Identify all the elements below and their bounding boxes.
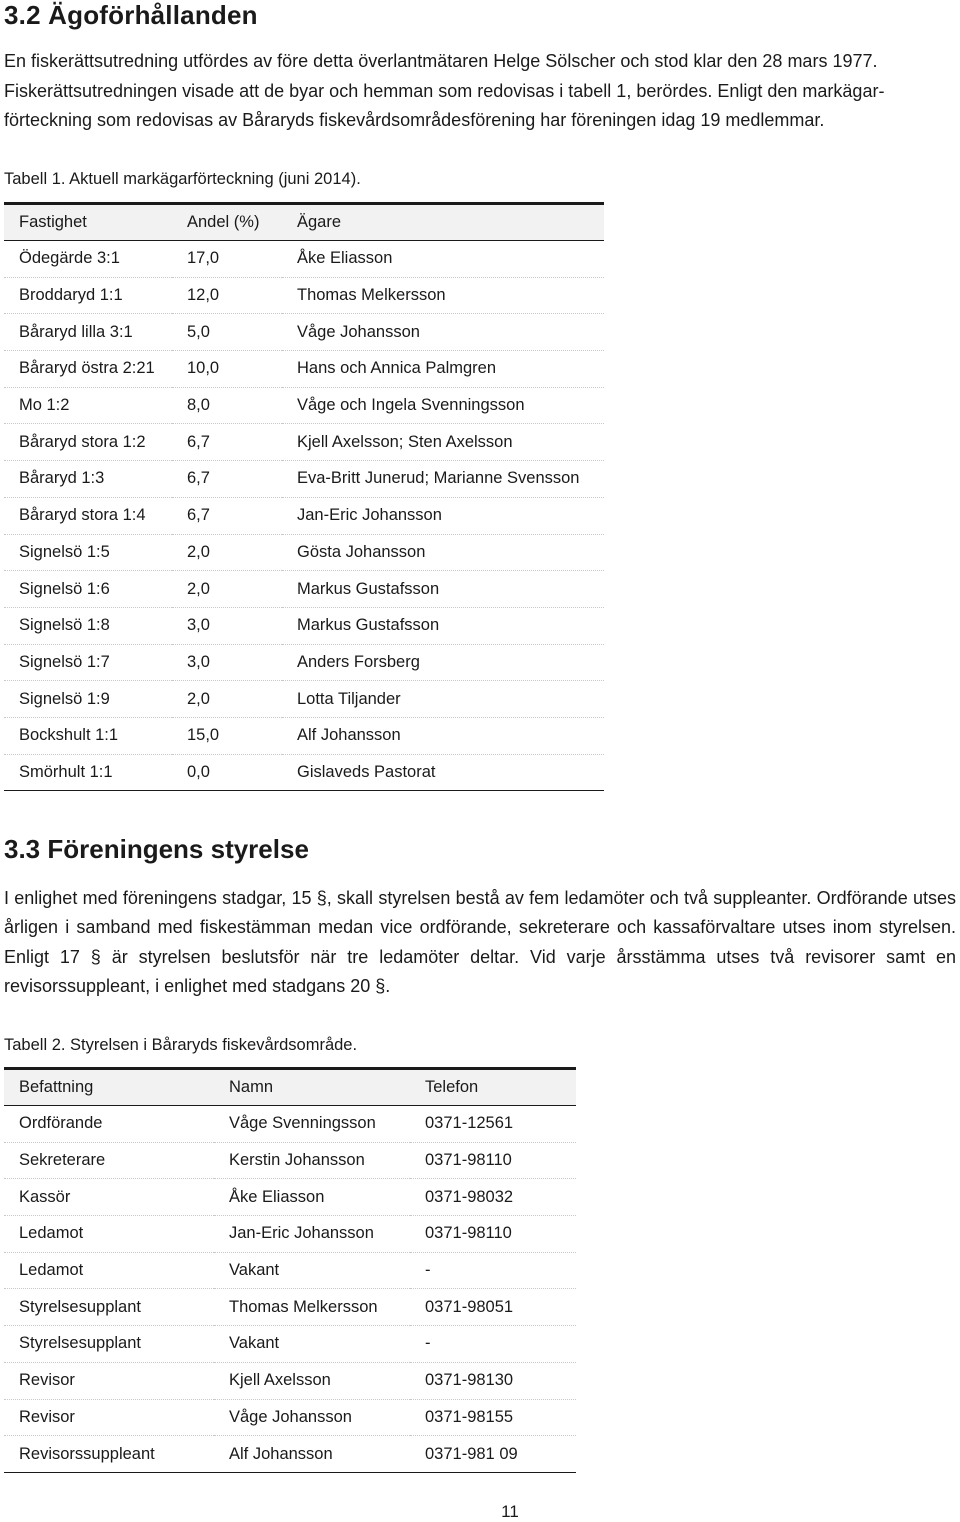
table1-body — [4, 241, 604, 791]
table-cell: Jan-Eric Johansson — [282, 497, 604, 534]
table-row — [4, 534, 604, 571]
table-row — [4, 1142, 576, 1179]
table-cell: Markus Gustafsson — [282, 571, 604, 608]
table-cell: Våge Johansson — [214, 1399, 410, 1436]
section-heading-agoforhallanden: 3.2 Ägoförhållanden — [4, 0, 258, 30]
table-row — [4, 1362, 576, 1399]
section-paragraph-foreningens-styrelse: I enlighet med föreningens stadgar, 15 §, skall styrelsen bestå av fem ledamöter och två suppleanter. Ordförande utses årligen i samband med fiskestämman medan vice ordförande, sekreterare och kassaförvaltare utses inom styrelsen. Enligt 17 § är styrelsen beslutsför när tre ledamöter deltar. Vid varje årsstämma utses två revisorer samt en revisorssuppleant, i enlighet med stadgans 20 §. — [4, 888, 956, 996]
table-cell: 0371-98110 — [410, 1142, 576, 1179]
table-row — [4, 461, 604, 498]
table-cell: Markus Gustafsson — [282, 607, 604, 644]
table2-caption: Tabell 2. Styrelsen i Båraryds fiskevårdsområde. — [4, 1036, 358, 1054]
table-cell: 17,0 — [172, 241, 282, 278]
table-cell: Eva-Britt Junerud; Marianne Svensson — [282, 461, 604, 498]
table-cell: Kjell Axelsson; Sten Axelsson — [282, 424, 604, 461]
table2-header-namn: Namn — [214, 1069, 410, 1106]
table-cell: Sekreterare — [4, 1142, 214, 1179]
table-cell: Signelsö 1:6 — [4, 571, 172, 608]
table-cell: Kerstin Johansson — [214, 1142, 410, 1179]
table-cell: Anders Forsberg — [282, 644, 604, 681]
table-cell: Kassör — [4, 1179, 214, 1216]
table-cell: Ordförande — [4, 1106, 214, 1143]
table-cell: 0371-98130 — [410, 1362, 576, 1399]
table-cell: Signelsö 1:8 — [4, 607, 172, 644]
table-row — [4, 571, 604, 608]
table-cell: Ledamot — [4, 1252, 214, 1289]
table-cell: Åke Eliasson — [282, 241, 604, 278]
table-cell: 12,0 — [172, 277, 282, 314]
table-cell: Revisor — [4, 1399, 214, 1436]
table-cell: Båraryd stora 1:4 — [4, 497, 172, 534]
table-cell: Våge Johansson — [282, 314, 604, 351]
table-cell: Signelsö 1:7 — [4, 644, 172, 681]
table-cell: Signelsö 1:5 — [4, 534, 172, 571]
table-cell: Lotta Tiljander — [282, 681, 604, 718]
table-row — [4, 351, 604, 388]
table-cell: Båraryd östra 2:21 — [4, 351, 172, 388]
table-cell: Alf Johansson — [282, 717, 604, 754]
table-styrelsen — [4, 1067, 576, 1473]
table-cell: Gösta Johansson — [282, 534, 604, 571]
table2-header-befattning: Befattning — [4, 1069, 214, 1106]
table-cell: Båraryd stora 1:2 — [4, 424, 172, 461]
table2-header-telefon: Telefon — [410, 1069, 576, 1106]
table2-header-row — [4, 1069, 576, 1106]
table-markagarforteckning — [4, 202, 604, 791]
table-row — [4, 1216, 576, 1253]
table-cell: 3,0 — [172, 607, 282, 644]
table-row — [4, 1106, 576, 1143]
section-heading-foreningens-styrelse: 3.3 Föreningens styrelse — [4, 834, 309, 864]
table-cell: 2,0 — [172, 571, 282, 608]
table-cell: Åke Eliasson — [214, 1179, 410, 1216]
table-cell: 8,0 — [172, 387, 282, 424]
page-number: 11 — [501, 1502, 519, 1521]
table1-caption: Tabell 1. Aktuell markägarförteckning (juni 2014). — [4, 170, 361, 188]
table-row — [4, 277, 604, 314]
table-row — [4, 314, 604, 351]
table-cell: 2,0 — [172, 681, 282, 718]
table-cell: 10,0 — [172, 351, 282, 388]
table-cell: 2,0 — [172, 534, 282, 571]
table1-header-row — [4, 204, 604, 241]
table-cell: 0371-981 09 — [410, 1436, 576, 1473]
table-row — [4, 644, 604, 681]
table-row — [4, 1436, 576, 1473]
table-cell: Thomas Melkersson — [214, 1289, 410, 1326]
table-cell: 0371-98155 — [410, 1399, 576, 1436]
table-cell: Smörhult 1:1 — [4, 754, 172, 791]
table-cell: 15,0 — [172, 717, 282, 754]
table-row — [4, 1252, 576, 1289]
table-cell: 0371-98110 — [410, 1216, 576, 1253]
section-paragraph-agoforhallanden: En fiskerättsutredning utfördes av före detta överlantmätaren Helge Sölscher och stod klar den 28 mars 1977. Fiskerättsutredningen visade att de byar och hemman som redovisas i tabell 1, berördes. Enligt den markägarförteckning som redovisas av Båraryds fiskevårdsområdesförening har föreningen idag 19 medlemmar. — [4, 51, 885, 130]
table-cell: Alf Johansson — [214, 1436, 410, 1473]
table-cell: Ödegärde 3:1 — [4, 241, 172, 278]
table-cell: Våge och Ingela Svenningsson — [282, 387, 604, 424]
table1-header-agare: Ägare — [282, 204, 604, 241]
table-cell: 6,7 — [172, 424, 282, 461]
table-cell: 0371-98051 — [410, 1289, 576, 1326]
table-row — [4, 607, 604, 644]
table2-body — [4, 1106, 576, 1473]
table-row — [4, 497, 604, 534]
table-cell: Thomas Melkersson — [282, 277, 604, 314]
table-cell: 0371-98032 — [410, 1179, 576, 1216]
table-cell: Gislaveds Pastorat — [282, 754, 604, 791]
table-row — [4, 681, 604, 718]
table-cell: Revisorssuppleant — [4, 1436, 214, 1473]
table-cell: Ledamot — [4, 1216, 214, 1253]
table-cell: 3,0 — [172, 644, 282, 681]
table-cell: Mo 1:2 — [4, 387, 172, 424]
table-cell: 0371-12561 — [410, 1106, 576, 1143]
table-cell: Vakant — [214, 1252, 410, 1289]
table-cell: Signelsö 1:9 — [4, 681, 172, 718]
table-cell: Bockshult 1:1 — [4, 717, 172, 754]
table-row — [4, 1326, 576, 1363]
table1-header-fastighet: Fastighet — [4, 204, 172, 241]
table-cell: Revisor — [4, 1362, 214, 1399]
table-cell: Jan-Eric Johansson — [214, 1216, 410, 1253]
table-row — [4, 1399, 576, 1436]
table1-header-andel: Andel (%) — [172, 204, 282, 241]
table-cell: - — [410, 1252, 576, 1289]
table-cell: 5,0 — [172, 314, 282, 351]
table-cell: Hans och Annica Palmgren — [282, 351, 604, 388]
table-cell: Styrelsesupplant — [4, 1326, 214, 1363]
table-row — [4, 387, 604, 424]
table-row — [4, 241, 604, 278]
table-cell: 6,7 — [172, 497, 282, 534]
table-cell: - — [410, 1326, 576, 1363]
table-cell: Båraryd lilla 3:1 — [4, 314, 172, 351]
table-row — [4, 754, 604, 791]
table-cell: 0,0 — [172, 754, 282, 791]
table-row — [4, 424, 604, 461]
table-cell: Broddaryd 1:1 — [4, 277, 172, 314]
table-cell: Styrelsesupplant — [4, 1289, 214, 1326]
table-row — [4, 1179, 576, 1216]
table-cell: Våge Svenningsson — [214, 1106, 410, 1143]
table-cell: Kjell Axelsson — [214, 1362, 410, 1399]
table-cell: Vakant — [214, 1326, 410, 1363]
table-row — [4, 717, 604, 754]
table-cell: Båraryd 1:3 — [4, 461, 172, 498]
table-row — [4, 1289, 576, 1326]
table-cell: 6,7 — [172, 461, 282, 498]
